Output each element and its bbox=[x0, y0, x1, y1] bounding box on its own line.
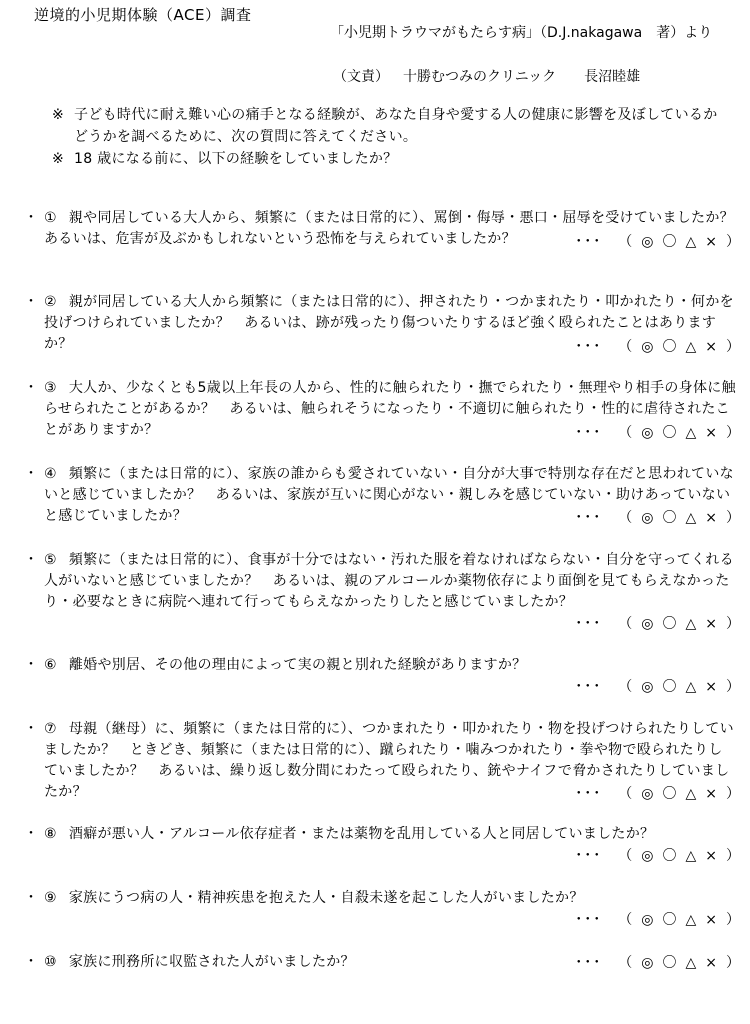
reference-mark: ※ bbox=[52, 151, 64, 167]
open-paren: （ bbox=[618, 679, 633, 695]
bullet-mark: ・ bbox=[24, 657, 38, 673]
answer-option-double-circle[interactable]: ◎ bbox=[641, 425, 654, 441]
question-text: 家族にうつ病の人・精神疾患を抱えた人・自殺未遂を起こした人がいましたか？ bbox=[68, 890, 584, 906]
question-number: ⑦ bbox=[44, 721, 57, 737]
question-number: ⑥ bbox=[44, 657, 57, 673]
answer-option-double-circle[interactable]: ◎ bbox=[641, 234, 654, 250]
answer-leader-dots: ･･･ bbox=[575, 510, 603, 526]
answer-options bbox=[575, 845, 740, 865]
question-body bbox=[44, 824, 736, 845]
answer-option-cross[interactable]: × bbox=[705, 955, 717, 971]
question-item bbox=[24, 824, 736, 845]
bullet-mark: ・ bbox=[24, 380, 38, 396]
answer-options bbox=[575, 676, 740, 696]
answer-options bbox=[575, 422, 740, 442]
answer-option-cross[interactable]: × bbox=[705, 339, 717, 355]
question-body bbox=[44, 655, 736, 676]
answer-leader-dots: ･･･ bbox=[575, 955, 603, 971]
answer-option-double-circle[interactable]: ◎ bbox=[641, 786, 654, 802]
bullet-mark: ・ bbox=[24, 721, 38, 737]
answer-option-cross[interactable]: × bbox=[705, 912, 717, 928]
answer-option-cross[interactable]: × bbox=[705, 786, 717, 802]
bullet-mark: ・ bbox=[24, 466, 38, 482]
close-paren: ） bbox=[726, 786, 740, 802]
answer-options bbox=[575, 909, 740, 929]
question-number: ④ bbox=[44, 466, 57, 482]
close-paren: ） bbox=[726, 955, 740, 971]
close-paren: ） bbox=[726, 234, 740, 250]
open-paren: （ bbox=[618, 786, 633, 802]
answer-option-double-circle[interactable]: ◎ bbox=[641, 616, 654, 632]
answer-leader-dots: ･･･ bbox=[575, 425, 603, 441]
question-number: ③ bbox=[44, 380, 57, 396]
answer-option-cross[interactable]: × bbox=[705, 425, 717, 441]
question-number: ⑧ bbox=[44, 826, 57, 842]
answer-option-circle[interactable]: 〇 bbox=[662, 955, 677, 971]
author-name: 長沼睦雄 bbox=[584, 69, 641, 85]
question-text: 親が同居している大人から頻繁に（または日常的に）、押されたり・つかまれたり・叩かれたり・何かを投げつけられていましたか？ あるいは、跡が残ったり傷ついたりするほど強く殴られたことはありますか？ bbox=[44, 294, 734, 352]
answer-option-triangle[interactable]: △ bbox=[685, 510, 697, 526]
answer-option-triangle[interactable]: △ bbox=[685, 912, 697, 928]
answer-option-circle[interactable]: 〇 bbox=[662, 848, 677, 864]
answer-options bbox=[575, 507, 740, 527]
answer-options bbox=[575, 336, 740, 356]
answer-option-triangle[interactable]: △ bbox=[685, 786, 697, 802]
instruction-text: 18 歳になる前に、以下の経験をしていましたか？ bbox=[74, 151, 398, 167]
source-citation: 「小児期トラウマがもたらす病」（D.J.nakagawa 著）より bbox=[330, 25, 713, 41]
answer-option-triangle[interactable]: △ bbox=[685, 234, 697, 250]
question-text: 大人か、少なくとも5歳以上年長の人から、性的に触られたり・撫でられたり・無理やり相手の身体に触らせられたことがあるか？ あるいは、触られそうになったり・不適切に触られたり・性的に虐待されたことがありますか？ bbox=[44, 380, 736, 438]
answer-option-circle[interactable]: 〇 bbox=[662, 786, 677, 802]
answer-leader-dots: ･･･ bbox=[575, 912, 603, 928]
answer-option-triangle[interactable]: △ bbox=[685, 339, 697, 355]
instruction-note bbox=[52, 148, 722, 170]
open-paren: （ bbox=[618, 955, 633, 971]
close-paren: ） bbox=[726, 339, 740, 355]
open-paren: （ bbox=[618, 234, 633, 250]
question-item bbox=[24, 550, 736, 613]
open-paren: （ bbox=[618, 616, 633, 632]
answer-leader-dots: ･･･ bbox=[575, 679, 603, 695]
clinic-name: 十勝むつみのクリニック bbox=[403, 69, 557, 85]
answer-option-triangle[interactable]: △ bbox=[685, 848, 697, 864]
close-paren: ） bbox=[726, 679, 740, 695]
close-paren: ） bbox=[726, 912, 740, 928]
answer-leader-dots: ･･･ bbox=[575, 848, 603, 864]
answer-options bbox=[575, 231, 740, 251]
answer-option-triangle[interactable]: △ bbox=[685, 425, 697, 441]
author-prefix: （文責） bbox=[333, 69, 389, 85]
answer-options bbox=[575, 783, 740, 803]
question-item bbox=[24, 888, 736, 909]
bullet-mark: ・ bbox=[24, 826, 38, 842]
instructions bbox=[52, 104, 722, 170]
answer-option-circle[interactable]: 〇 bbox=[662, 510, 677, 526]
question-text: 家族に刑務所に収監された人がいましたか？ bbox=[68, 954, 355, 970]
answer-option-triangle[interactable]: △ bbox=[685, 955, 697, 971]
instruction-text: 子ども時代に耐え難い心の痛手となる経験が、あなた自身や愛する人の健康に影響を及ぼしているかどうかを調べるために、次の質問に答えてください。 bbox=[74, 107, 718, 145]
question-text: 母親（継母）に、頻繁に（または日常的に）、つかまれたり・叩かれたり・物を投げつけられたりしていましたか？ ときどき、頻繁に（または日常的に）、蹴られたり・噛みつかれたり・拳や物で殴られたりしていましたか？ あるいは、繰り返し数分間にわたって殴られたり、銃やナイフで脅かされたりしていましたか？ bbox=[44, 721, 734, 800]
instruction-note bbox=[52, 104, 722, 148]
answer-option-triangle[interactable]: △ bbox=[685, 679, 697, 695]
author-line bbox=[333, 66, 640, 86]
answer-option-double-circle[interactable]: ◎ bbox=[641, 510, 654, 526]
answer-option-double-circle[interactable]: ◎ bbox=[641, 955, 654, 971]
open-paren: （ bbox=[618, 425, 633, 441]
answer-option-triangle[interactable]: △ bbox=[685, 616, 697, 632]
close-paren: ） bbox=[726, 848, 740, 864]
answer-leader-dots: ･･･ bbox=[575, 616, 603, 632]
answer-option-circle[interactable]: 〇 bbox=[662, 339, 677, 355]
answer-option-double-circle[interactable]: ◎ bbox=[641, 912, 654, 928]
question-number: ⑤ bbox=[44, 552, 57, 568]
answer-option-double-circle[interactable]: ◎ bbox=[641, 339, 654, 355]
answer-options bbox=[575, 952, 740, 972]
answer-option-circle[interactable]: 〇 bbox=[662, 679, 677, 695]
reference-mark: ※ bbox=[52, 107, 64, 123]
question-text: 酒癖が悪い人・アルコール依存症者・または薬物を乱用している人と同居していましたか？ bbox=[68, 826, 655, 842]
answer-option-cross[interactable]: × bbox=[705, 510, 717, 526]
bullet-mark: ・ bbox=[24, 890, 38, 906]
answer-option-circle[interactable]: 〇 bbox=[662, 234, 677, 250]
question-text: 頻繁に（または日常的に）、食事が十分ではない・汚れた服を着なければならない・自分を守ってくれる人がいないと感じていましたか？ あるいは、親のアルコールか薬物依存により面倒を見てもらえなかったり・必要なときに病院へ連れて行ってもらえなかったりしたと感じていましたか？ bbox=[44, 552, 734, 610]
bullet-mark: ・ bbox=[24, 552, 38, 568]
answer-leader-dots: ･･･ bbox=[575, 786, 603, 802]
question-number: ⑩ bbox=[44, 954, 57, 970]
question-number: ① bbox=[44, 210, 57, 226]
open-paren: （ bbox=[618, 912, 633, 928]
question-text: 頻繁に（または日常的に）、家族の誰からも愛されていない・自分が大事で特別な存在だと思われていないと感じていましたか？ あるいは、家族が互いに関心がない・親しみを感じていない・助けあっていないと感じていましたか？ bbox=[44, 466, 734, 524]
answer-option-circle[interactable]: 〇 bbox=[662, 425, 677, 441]
answer-leader-dots: ･･･ bbox=[575, 339, 603, 355]
open-paren: （ bbox=[618, 339, 633, 355]
answer-leader-dots: ･･･ bbox=[575, 234, 603, 250]
question-text: 親や同居している大人から、頻繁に（または日常的に）、罵倒・侮辱・悪口・屈辱を受けていましたか？あるいは、危害が及ぶかもしれないという恐怖を与えられていましたか？ bbox=[44, 210, 734, 247]
answer-option-circle[interactable]: 〇 bbox=[662, 912, 677, 928]
bullet-mark: ・ bbox=[24, 294, 38, 310]
document-title: 逆境的小児期体験（ACE）調査 bbox=[34, 6, 252, 24]
close-paren: ） bbox=[726, 425, 740, 441]
question-number: ⑨ bbox=[44, 890, 57, 906]
answer-option-circle[interactable]: 〇 bbox=[662, 616, 677, 632]
question-item bbox=[24, 655, 736, 676]
close-paren: ） bbox=[726, 616, 740, 632]
question-number: ② bbox=[44, 294, 57, 310]
bullet-mark: ・ bbox=[24, 210, 38, 226]
answer-option-double-circle[interactable]: ◎ bbox=[641, 848, 654, 864]
question-text: 離婚や別居、その他の理由によって実の親と別れた経験がありますか？ bbox=[68, 657, 527, 673]
answer-option-cross[interactable]: × bbox=[705, 616, 717, 632]
answer-options bbox=[575, 613, 740, 633]
open-paren: （ bbox=[618, 848, 633, 864]
bullet-mark: ・ bbox=[24, 954, 38, 970]
close-paren: ） bbox=[726, 510, 740, 526]
answer-option-double-circle[interactable]: ◎ bbox=[641, 679, 654, 695]
answer-option-cross[interactable]: × bbox=[705, 679, 717, 695]
question-body bbox=[44, 550, 736, 613]
question-body bbox=[44, 888, 736, 909]
answer-option-cross[interactable]: × bbox=[705, 234, 717, 250]
answer-option-cross[interactable]: × bbox=[705, 848, 717, 864]
open-paren: （ bbox=[618, 510, 633, 526]
